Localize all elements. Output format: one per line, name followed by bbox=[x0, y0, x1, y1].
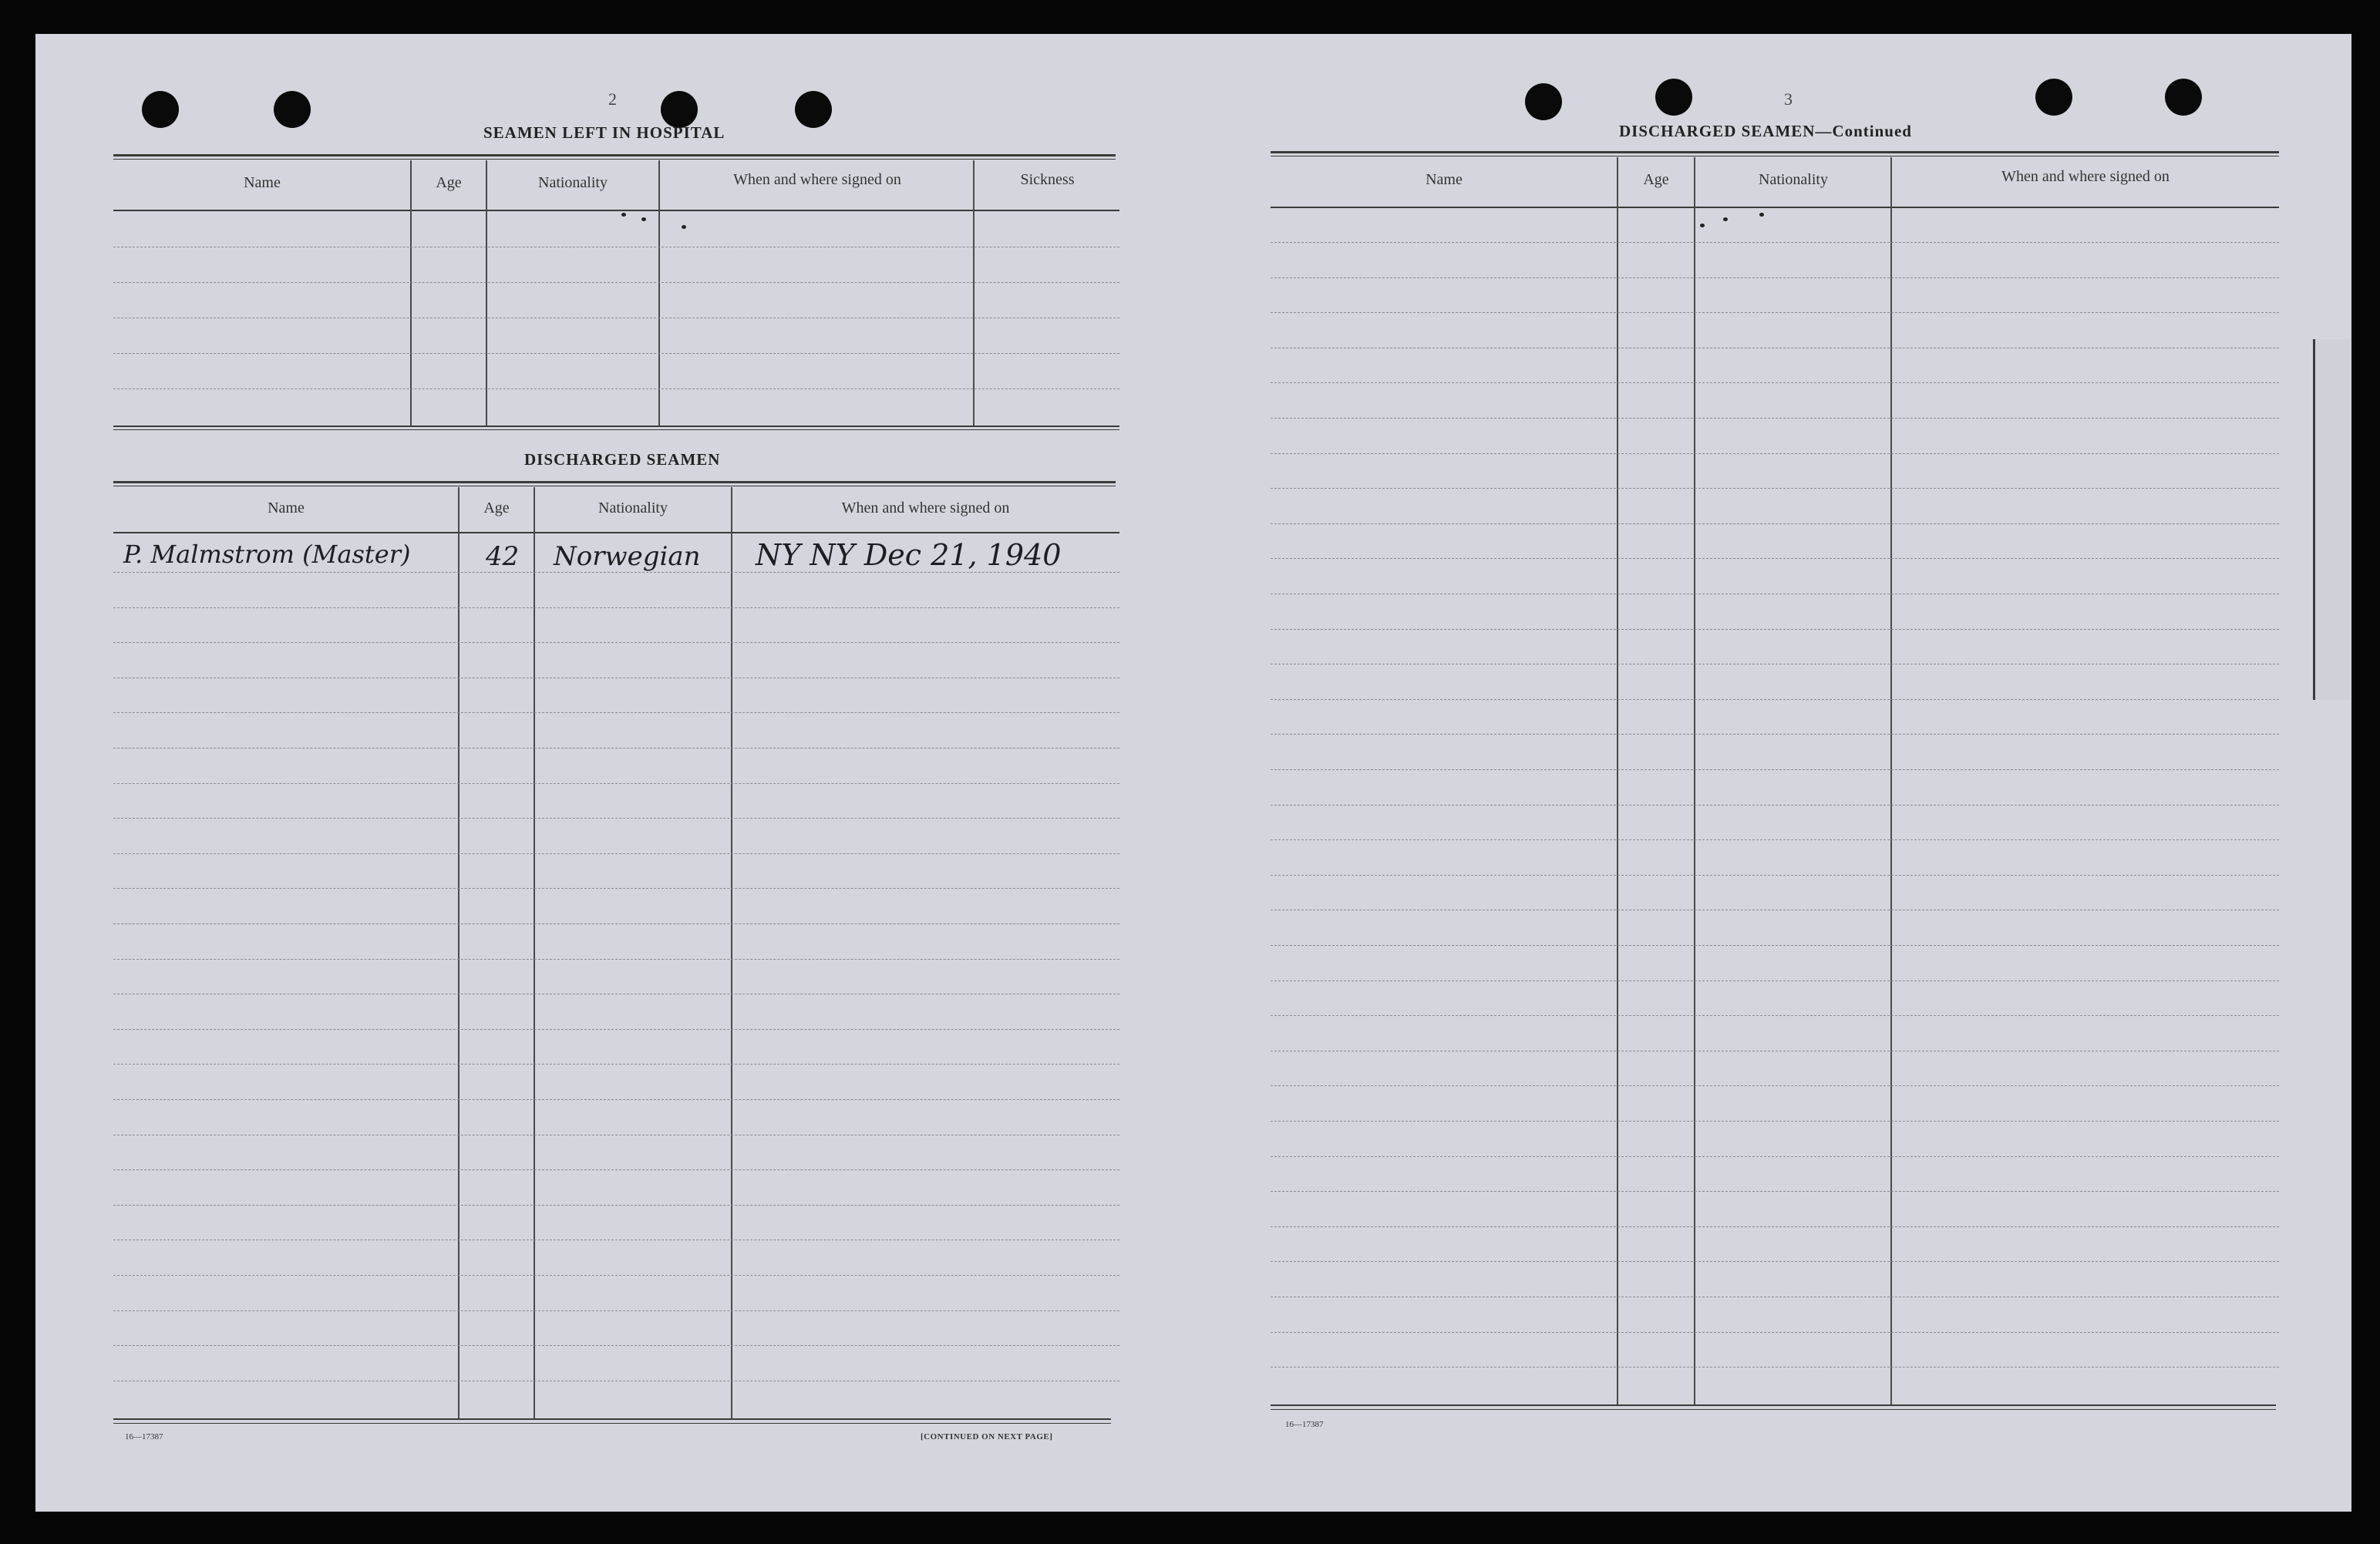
row-line bbox=[1271, 1226, 2279, 1227]
punch-hole bbox=[2035, 79, 2072, 116]
ink-speck bbox=[641, 217, 646, 221]
punch-hole bbox=[795, 91, 832, 128]
seaman-signed-on: NY NY Dec 21, 1940 bbox=[756, 538, 1062, 572]
row-line bbox=[1271, 418, 2279, 419]
table-rule bbox=[113, 1423, 1111, 1424]
row-line bbox=[1271, 629, 2279, 630]
row-line bbox=[113, 353, 1119, 354]
hospital-col-nationality: Nationality bbox=[538, 174, 608, 191]
row-line bbox=[113, 1099, 1119, 1100]
row-line bbox=[113, 572, 1119, 573]
discharged-col-signed-on: When and where signed on bbox=[841, 500, 1010, 516]
row-line bbox=[1271, 488, 2279, 489]
column-divider bbox=[1694, 157, 1695, 1404]
page-edge-tab bbox=[2313, 339, 2351, 700]
seaman-name: P. Malmstrom (Master) bbox=[123, 540, 411, 569]
row-line bbox=[1271, 1085, 2279, 1086]
hospital-col-age: Age bbox=[436, 174, 462, 191]
column-divider bbox=[486, 160, 487, 426]
discharged-col-nationality: Nationality bbox=[598, 500, 668, 516]
punch-hole bbox=[2165, 79, 2202, 116]
table-rule bbox=[1271, 151, 2279, 153]
row-line bbox=[113, 783, 1119, 784]
row-line bbox=[113, 1029, 1119, 1030]
continued-note: [CONTINUED ON NEXT PAGE] bbox=[921, 1432, 1053, 1441]
table-rule bbox=[113, 532, 1119, 533]
ink-speck bbox=[682, 225, 686, 229]
table-rule bbox=[113, 481, 1116, 483]
ink-speck bbox=[1723, 217, 1728, 221]
row-line bbox=[1271, 734, 2279, 735]
row-line bbox=[113, 959, 1119, 960]
table-rule bbox=[113, 1418, 1111, 1420]
column-divider bbox=[973, 160, 975, 426]
discharged-col-age: Age bbox=[483, 500, 510, 516]
seaman-age: 42 bbox=[486, 541, 520, 572]
punch-hole bbox=[1655, 79, 1692, 116]
right-col-name: Name bbox=[1426, 171, 1463, 188]
table-rule bbox=[113, 159, 1116, 160]
row-line bbox=[1271, 769, 2279, 770]
row-line bbox=[1271, 839, 2279, 840]
row-line bbox=[113, 282, 1119, 283]
right-col-nationality: Nationality bbox=[1759, 171, 1828, 188]
row-line bbox=[1271, 558, 2279, 559]
row-line bbox=[1271, 1191, 2279, 1192]
row-line bbox=[1271, 1332, 2279, 1333]
row-line bbox=[1271, 1015, 2279, 1016]
hospital-col-name: Name bbox=[244, 174, 281, 191]
table-rule bbox=[113, 426, 1119, 427]
row-line bbox=[1271, 312, 2279, 313]
table-rule bbox=[1271, 1404, 2276, 1406]
row-line bbox=[113, 853, 1119, 854]
row-line bbox=[113, 712, 1119, 713]
row-line bbox=[113, 1275, 1119, 1276]
row-line bbox=[113, 1345, 1119, 1346]
punch-hole bbox=[142, 91, 179, 128]
column-divider bbox=[731, 487, 732, 1418]
table-rule bbox=[1271, 207, 2279, 208]
row-line bbox=[1271, 382, 2279, 383]
hospital-col-sickness: Sickness bbox=[1020, 171, 1075, 188]
row-line bbox=[1271, 805, 2279, 806]
table-rule bbox=[1271, 1409, 2276, 1410]
row-line bbox=[113, 888, 1119, 889]
discharged-continued-title: DISCHARGED SEAMEN—Continued bbox=[1619, 122, 1912, 140]
punch-hole bbox=[274, 91, 311, 128]
row-line bbox=[1271, 523, 2279, 524]
form-number: 16—17387 bbox=[1285, 1420, 1324, 1429]
page-number: 2 bbox=[608, 89, 617, 109]
row-line bbox=[113, 1169, 1119, 1170]
discharged-col-name: Name bbox=[268, 500, 305, 516]
page-number: 3 bbox=[1784, 89, 1793, 109]
table-rule bbox=[113, 210, 1119, 211]
row-line bbox=[113, 642, 1119, 643]
row-line bbox=[1271, 945, 2279, 946]
right-col-age: Age bbox=[1643, 171, 1669, 188]
seaman-nationality: Norwegian bbox=[554, 541, 701, 572]
right-col-signed-on: When and where signed on bbox=[2001, 168, 2170, 185]
column-divider bbox=[1890, 157, 1892, 1404]
row-line bbox=[1271, 1156, 2279, 1157]
row-line bbox=[113, 923, 1119, 924]
form-number: 16—17387 bbox=[125, 1432, 163, 1441]
column-divider bbox=[1617, 157, 1618, 1404]
column-divider bbox=[534, 487, 535, 1418]
row-line bbox=[113, 1310, 1119, 1311]
discharged-section-title: DISCHARGED SEAMEN bbox=[524, 450, 721, 469]
ink-speck bbox=[1700, 224, 1705, 227]
ink-speck bbox=[1759, 213, 1764, 217]
row-line bbox=[1271, 1261, 2279, 1262]
ink-speck bbox=[621, 213, 626, 217]
column-divider bbox=[410, 160, 412, 426]
row-line bbox=[113, 607, 1119, 608]
row-line bbox=[113, 818, 1119, 819]
row-line bbox=[1271, 699, 2279, 700]
document-sheet bbox=[35, 34, 2351, 1512]
row-line bbox=[113, 1205, 1119, 1206]
row-line bbox=[1271, 453, 2279, 454]
column-divider bbox=[458, 487, 460, 1418]
row-line bbox=[1271, 242, 2279, 243]
row-line bbox=[1271, 1121, 2279, 1122]
table-rule bbox=[113, 154, 1116, 156]
row-line bbox=[113, 1064, 1119, 1065]
punch-hole bbox=[1525, 83, 1562, 120]
hospital-col-signed-on: When and where signed on bbox=[733, 171, 901, 188]
punch-hole bbox=[661, 91, 698, 128]
table-rule bbox=[113, 429, 1119, 430]
column-divider bbox=[658, 160, 660, 426]
row-line bbox=[1271, 875, 2279, 876]
hospital-section-title: SEAMEN LEFT IN HOSPITAL bbox=[483, 123, 725, 142]
